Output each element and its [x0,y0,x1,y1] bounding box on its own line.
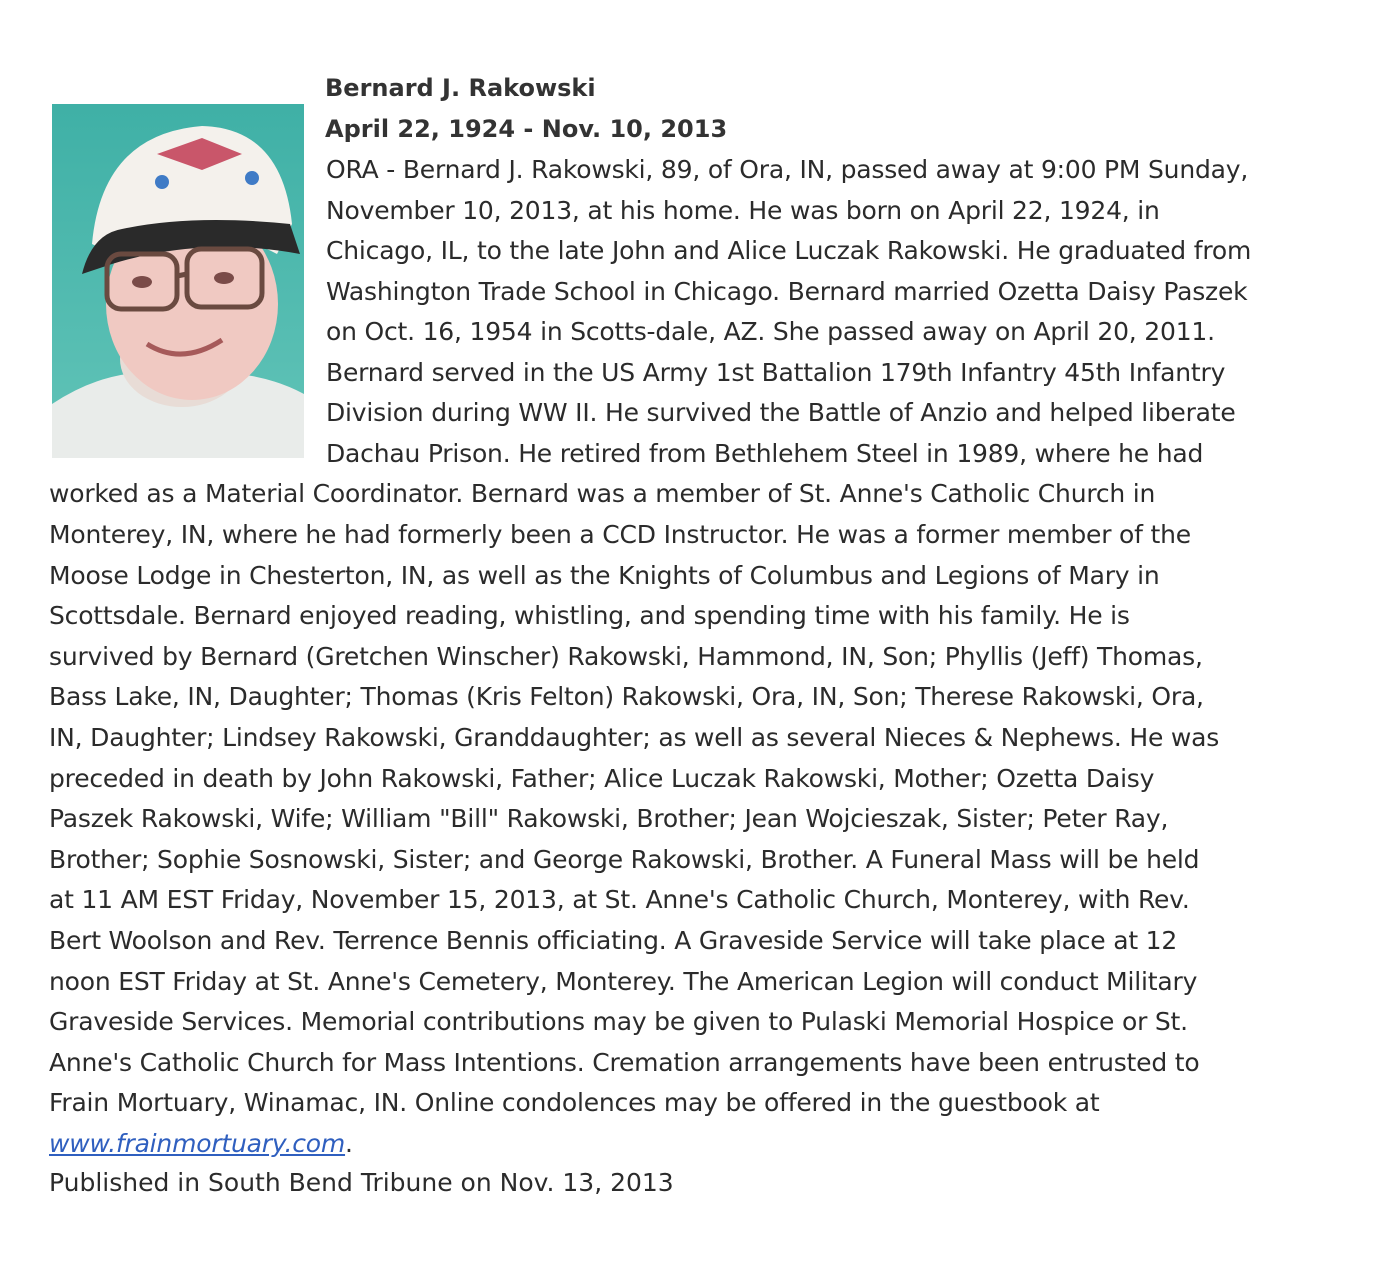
obituary-line: Paszek Rakowski, Wife; William "Bill" Rakowski, Brother; Jean Wojcieszak, Sister; Peter Ray, [49,804,1169,833]
obituary-line: Anne's Catholic Church for Mass Intentions. Cremation arrangements have been entrusted to [49,1048,1200,1077]
portrait-photo [52,104,304,458]
obituary-line: Scottsdale. Bernard enjoyed reading, whistling, and spending time with his family. He is [49,601,1130,630]
obituary-line: Bass Lake, IN, Daughter; Thomas (Kris Felton) Rakowski, Ora, IN, Son; Therese Rakowski, Ora, [49,682,1204,711]
obituary-line: Bert Woolson and Rev. Terrence Bennis officiating. A Graveside Service will take place at 12 [49,926,1178,955]
obituary-line: Chicago, IL, to the late John and Alice Luczak Rakowski. He graduated from [326,236,1252,265]
obituary-line: preceded in death by John Rakowski, Father; Alice Luczak Rakowski, Mother; Ozetta Daisy [49,764,1155,793]
mortuary-website-link[interactable]: www.frainmortuary.com [49,1129,346,1158]
obituary-line: November 10, 2013, at his home. He was born on April 22, 1924, in [326,196,1160,225]
obituary-line: Bernard served in the US Army 1st Battalion 179th Infantry 45th Infantry [326,358,1226,387]
life-dates: April 22, 1924 - Nov. 10, 2013 [325,115,728,143]
obituary-line: survived by Bernard (Gretchen Winscher) Rakowski, Hammond, IN, Son; Phyllis (Jeff) Thomas, [49,642,1203,671]
obituary-line: Division during WW II. He survived the Battle of Anzio and helped liberate [326,398,1236,427]
obituary-line: on Oct. 16, 1954 in Scotts-dale, AZ. She passed away on April 20, 2011. [326,317,1215,346]
obituary-line: IN, Daughter; Lindsey Rakowski, Granddaughter; as well as several Nieces & Nephews. He was [49,723,1220,752]
obituary-line: ORA - Bernard J. Rakowski, 89, of Ora, IN, passed away at 9:00 PM Sunday, [326,155,1249,184]
publication-note: Published in South Bend Tribune on Nov. 13, 2013 [49,1168,674,1197]
obituary-line: Frain Mortuary, Winamac, IN. Online condolences may be offered in the guestbook at [49,1088,1100,1117]
link-line [49,1124,353,1164]
obituary-line: Brother; Sophie Sosnowski, Sister; and George Rakowski, Brother. A Funeral Mass will be held [49,845,1200,874]
deceased-name: Bernard J. Rakowski [325,74,596,102]
obituary-line: Dachau Prison. He retired from Bethlehem Steel in 1989, where he had [326,439,1204,468]
obituary-line: Washington Trade School in Chicago. Bernard married Ozetta Daisy Paszek [326,277,1248,306]
obituary-line: noon EST Friday at St. Anne's Cemetery, Monterey. The American Legion will conduct Military [49,967,1198,996]
link-suffix: . [345,1129,353,1158]
obituary-line: Graveside Services. Memorial contributions may be given to Pulaski Memorial Hospice or St. [49,1007,1188,1036]
obituary-line: worked as a Material Coordinator. Bernard was a member of St. Anne's Catholic Church in [49,479,1156,508]
obituary-line: at 11 AM EST Friday, November 15, 2013, at St. Anne's Catholic Church, Monterey, with Rev. [49,885,1190,914]
obituary-line: Moose Lodge in Chesterton, IN, as well as the Knights of Columbus and Legions of Mary in [49,561,1160,590]
obituary-line: Monterey, IN, where he had formerly been a CCD Instructor. He was a former member of the [49,520,1191,549]
